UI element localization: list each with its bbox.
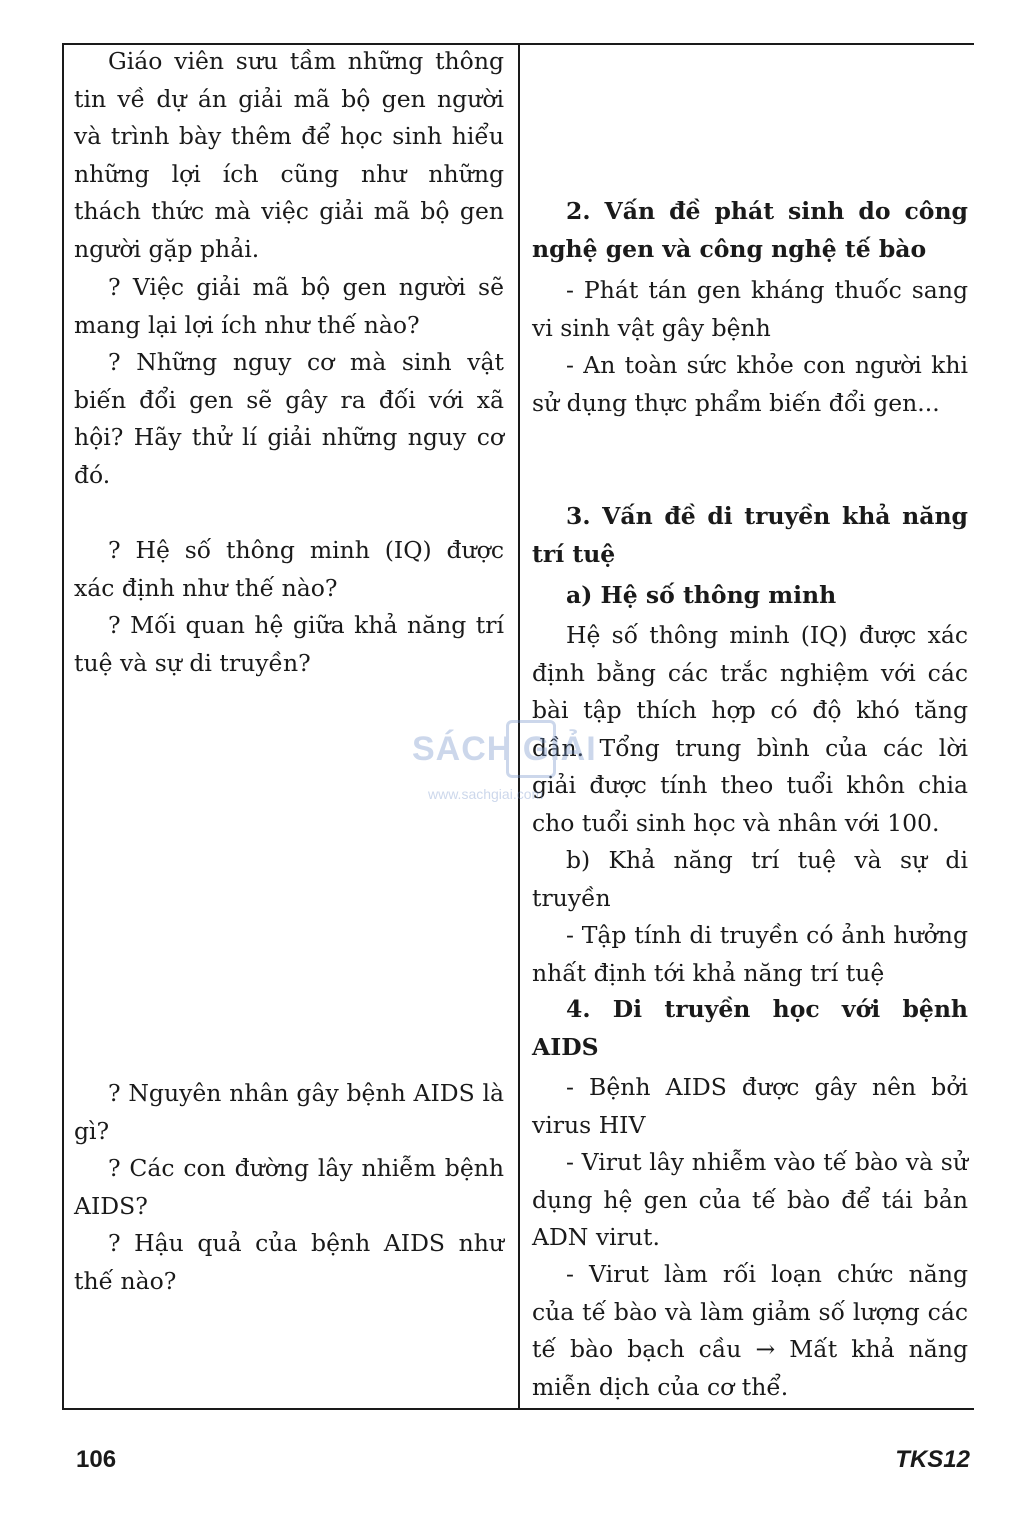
point-immune-loss: - Virut làm rối loạn chức năng của tế bào và làm giảm số lượng các tế bào bạch cầu → Mất khả năng miễn dịch của cơ thể. bbox=[532, 1260, 968, 1401]
series-code: TKS12 bbox=[895, 1446, 970, 1473]
point-antibiotic-gene-spread: - Phát tán gen kháng thuốc sang vi sinh vật gây bệnh bbox=[532, 276, 968, 342]
question-intelligence-heredity: ? Mối quan hệ giữa khả năng trí tuệ và sự di truyền? bbox=[74, 611, 504, 677]
paragraph-iq-definition: Hệ số thông minh (IQ) được xác định bằng các trắc nghiệm với các bài tập thích hợp có độ khó tăng dần. Tổng trung bình của các lời giải được tính theo tuổi khôn chia cho tuổi sinh học và nhân với 100. bbox=[532, 621, 968, 837]
point-heredity-influence: - Tập tính di truyền có ảnh hưởng nhất định tới khả năng trí tuệ bbox=[532, 921, 968, 987]
heading-section-2: 2. Vấn đề phát sinh do công nghệ gen và công nghệ tế bào bbox=[532, 197, 968, 263]
question-aids-cause: ? Nguyên nhân gây bệnh AIDS là gì? bbox=[74, 1079, 504, 1145]
question-aids-consequences: ? Hậu quả của bệnh AIDS như thế nào? bbox=[74, 1229, 504, 1295]
page-number: 106 bbox=[76, 1446, 117, 1473]
heading-iq: a) Hệ số thông minh bbox=[566, 581, 837, 609]
question-gmo-risks: ? Những nguy cơ mà sinh vật biến đổi gen sẽ gây ra đối với xã hội? Hãy thử lí giải những nguy cơ đó. bbox=[74, 348, 504, 489]
heading-section-4: 4. Di truyền học với bệnh AIDS bbox=[532, 995, 968, 1061]
heading-section-3: 3. Vấn đề di truyền khả năng trí tuệ bbox=[532, 502, 968, 568]
question-iq-definition: ? Hệ số thông minh (IQ) được xác định như thế nào? bbox=[74, 536, 504, 602]
point-aids-cause: - Bệnh AIDS được gây nên bởi virus HIV bbox=[532, 1073, 968, 1139]
watermark bbox=[412, 720, 612, 810]
heading-intelligence-heredity: b) Khả năng trí tuệ và sự di truyền bbox=[532, 846, 968, 912]
watermark-url: www.sachgiai.com bbox=[428, 786, 544, 802]
watermark-brand: SÁCH GIẢI bbox=[412, 730, 597, 768]
left-intro-paragraph: Giáo viên sưu tầm những thông tin về dự án giải mã bộ gen người và trình bày thêm để học sinh hiểu những lợi ích cũng như những thách thức mà việc giải mã bộ gen người gặp phải. bbox=[74, 47, 504, 263]
question-aids-transmission: ? Các con đường lây nhiễm bệnh AIDS? bbox=[74, 1154, 504, 1220]
question-genome-benefit: ? Việc giải mã bộ gen người sẽ mang lại lợi ích như thế nào? bbox=[74, 273, 504, 339]
point-virus-infection: - Virut lây nhiễm vào tế bào và sử dụng hệ gen của tế bào để tái bản ADN virut. bbox=[532, 1148, 968, 1252]
point-food-safety: - An toàn sức khỏe con người khi sử dụng thực phẩm biến đổi gen... bbox=[532, 351, 968, 417]
